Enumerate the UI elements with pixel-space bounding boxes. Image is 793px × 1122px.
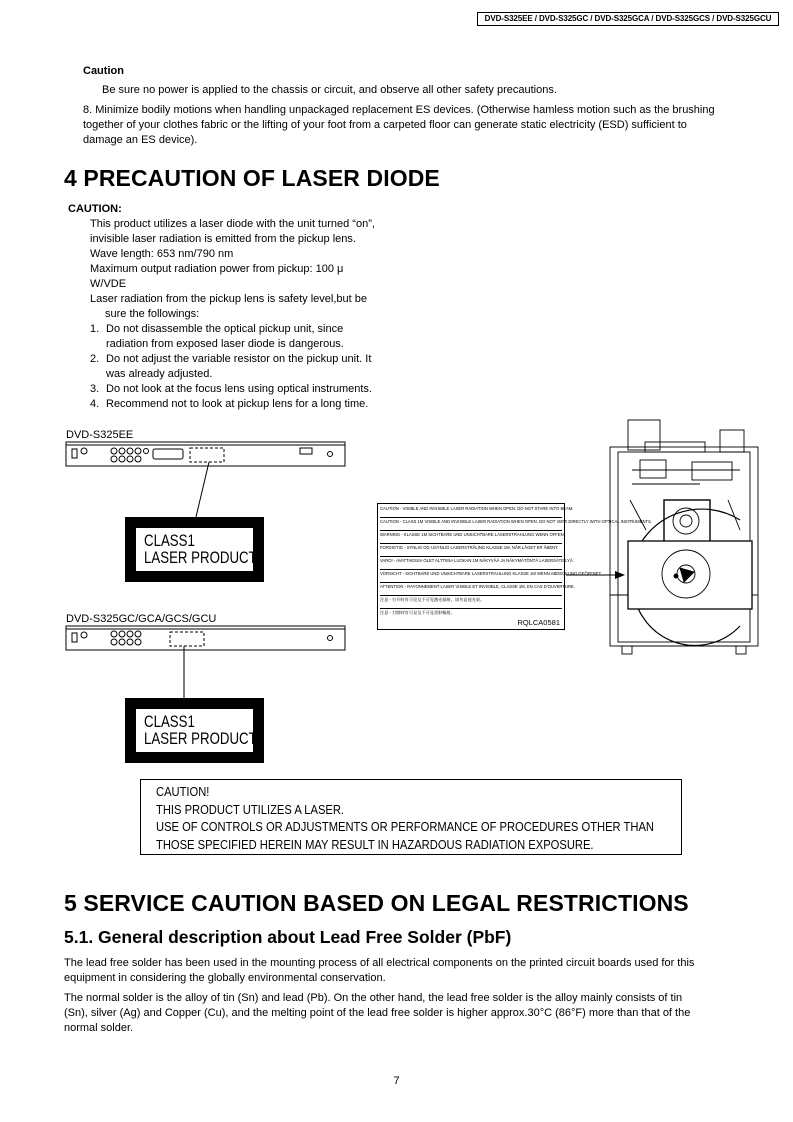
player-gc-illustration (66, 626, 345, 650)
model-label-gc: DVD-S325GC/GCA/GCS/GCU (66, 613, 217, 625)
laser-text-line-4: Maximum output radiation power from pickup: 100 μ (90, 263, 344, 275)
item-8-line-1: 8. Minimize bodily motions when handling unpackaged replacement ES devices. (Otherwise hamless motion such as the brushing (83, 104, 715, 116)
sticker-row-9: 注意 - 打開時有可見及不可見雷射輻射。 (380, 610, 455, 615)
laser-text-line-2: invisible laser radiation is emitted from the pickup lens. (90, 233, 356, 245)
list-num-3: 3. (90, 383, 100, 395)
laser-caution-line-3: USE OF CONTROLS OR ADJUSTMENTS OR PERFORMANCE OF PROCEDURES OTHER THAN (156, 819, 654, 834)
para-2-line-1: The normal solder is the alloy of tin (Sn) and lead (Pb). On the other hand, the lead free solder is the alloy mainly consists of tin (64, 992, 683, 1004)
para-1-line-2: equipment in considering the globally environmental conservation. (64, 972, 386, 984)
list-item-4-line-1: Recommend not to look at pickup lens for a long time. (106, 398, 369, 410)
class1-label-gc-line-1: CLASS1 (144, 712, 195, 731)
list-num-1: 1. (90, 323, 100, 335)
page-number: 7 (393, 1075, 400, 1087)
laser-text-line-3: Wave length: 653 nm/790 nm (90, 248, 234, 260)
section-5-title: 5 SERVICE CAUTION BASED ON LEGAL RESTRICTIONS (64, 890, 689, 916)
model-label-ee: DVD-S325EE (66, 429, 134, 441)
sticker-row-6: VORSICHT - SICHTBARE UND UNSICHTBARE LASERSTRAHLUNG KLASSE 1M WENN ABDECKUNG GEÖFFNET. (380, 571, 562, 583)
laser-caution-line-4: THOSE SPECIFIED HEREIN MAY RESULT IN HAZARDOUS RADIATION EXPOSURE. (156, 836, 594, 852)
laser-caution-box (140, 779, 682, 855)
para-1-line-1: The lead free solder has been used in the mounting process of all electrical components on the printed circuit boards used for this (64, 957, 695, 969)
laser-caution-line-1: CAUTION! (156, 784, 210, 799)
class1-label-gc (125, 698, 264, 763)
list-item-3-line-1: Do not look at the focus lens using optical instruments. (106, 383, 372, 395)
laser-text-line-7: sure the followings: (105, 308, 200, 320)
sticker-row-8: 注意 - 打开时有可见及不可见激光辐射，请勿直视光束。 (380, 597, 562, 609)
sticker-row-2: CAUTION - CLASS 1M VISIBLE AND INVISIBLE LASER RADIATION WHEN OPEN. DO NOT VIEW DIRECTLY WITH OPTICAL INSTRUMENTS. (380, 519, 562, 531)
sticker-row-3: WARNING - KLASSE 1M SICHTBARE UND UNSICHTBARE LASERSTRAHLUNG WENN OFFEN. (380, 532, 562, 544)
section-4-caution-label: CAUTION: (68, 203, 122, 215)
model-header: DVD-S325EE / DVD-S325GC / DVD-S325GCA / DVD-S325GCS / DVD-S325GCU (477, 12, 779, 26)
laser-text-line-1: This product utilizes a laser diode with the unit turned “on”, (90, 218, 375, 230)
list-num-4: 4. (90, 398, 100, 410)
class1-label-ee (125, 517, 264, 582)
class1-label-gc-line-2: LASER PRODUCT (144, 729, 257, 748)
item-8-line-3: damage an ES device). (83, 134, 198, 146)
laser-text-line-5: W/VDE (90, 278, 127, 290)
list-item-1-line-1: Do not disassemble the optical pickup unit, since (106, 323, 344, 335)
class1-label-ee-line-1: CLASS1 (144, 531, 195, 550)
caution-label: Caution (83, 65, 124, 77)
sticker-row-5: VARO! - AVATTAESSA OLET ALTTIINA LUOKAN 1M NÄKYVÄÄ JA NÄKYMÄTÖNTÄ LASERSÄTEILYÄ. (380, 558, 562, 570)
sticker-row-1: CAUTION - VISIBLE AND INVISIBLE LASER RADIATION WHEN OPEN. DO NOT STARE INTO BEAM. (380, 506, 562, 518)
laser-caution-line-2: THIS PRODUCT UTILIZES A LASER. (156, 801, 345, 817)
sticker-code: RQLCA0581 (517, 618, 560, 627)
sticker-row-4: FORSIGTIG - SYNLIG OG USYNLIG LASERSTRÅLING KLASSE 1M, NÅR LÅGET ER ÅBENT. (380, 545, 562, 557)
section-4-title: 4 PRECAUTION OF LASER DIODE (64, 165, 440, 191)
para-2-line-2: (Sn), silver (Ag) and Copper (Cu), and the melting point of the lead free solder is higher approx.30°C (86°F) more than that of the (64, 1007, 691, 1019)
class1-label-ee-line-2: LASER PRODUCT (144, 548, 257, 567)
para-2-line-3: normal solder. (64, 1022, 134, 1034)
warning-sticker (377, 503, 652, 630)
list-item-2-line-1: Do not adjust the variable resistor on the pickup unit. It (106, 353, 372, 365)
list-item-2-line-2: was already adjusted. (106, 368, 213, 380)
sticker-row-7: ATTENTION - RAYONNEMENT LASER VISIBLE ET INVISIBLE, CLASSE 1M, EN CAS D'OUVERTURE. (380, 584, 562, 596)
list-item-1-line-2: radiation from exposed laser diode is dangerous. (106, 338, 344, 350)
laser-text-line-6: Laser radiation from the pickup lens is safety level,but be (90, 293, 367, 305)
dvd-loader-illustration (610, 420, 758, 654)
section-5-1-title: 5.1. General description about Lead Free Solder (PbF) (64, 927, 512, 947)
player-ee-illustration (66, 442, 345, 466)
caution-text: Be sure no power is applied to the chassis or circuit, and observe all other safety precautions. (102, 84, 557, 96)
list-num-2: 2. (90, 353, 100, 365)
item-8-line-2: together of your clothes fabric or the lifting of your foot from a carpeted floor can generate static electricity (ESD) sufficient to (83, 119, 687, 131)
